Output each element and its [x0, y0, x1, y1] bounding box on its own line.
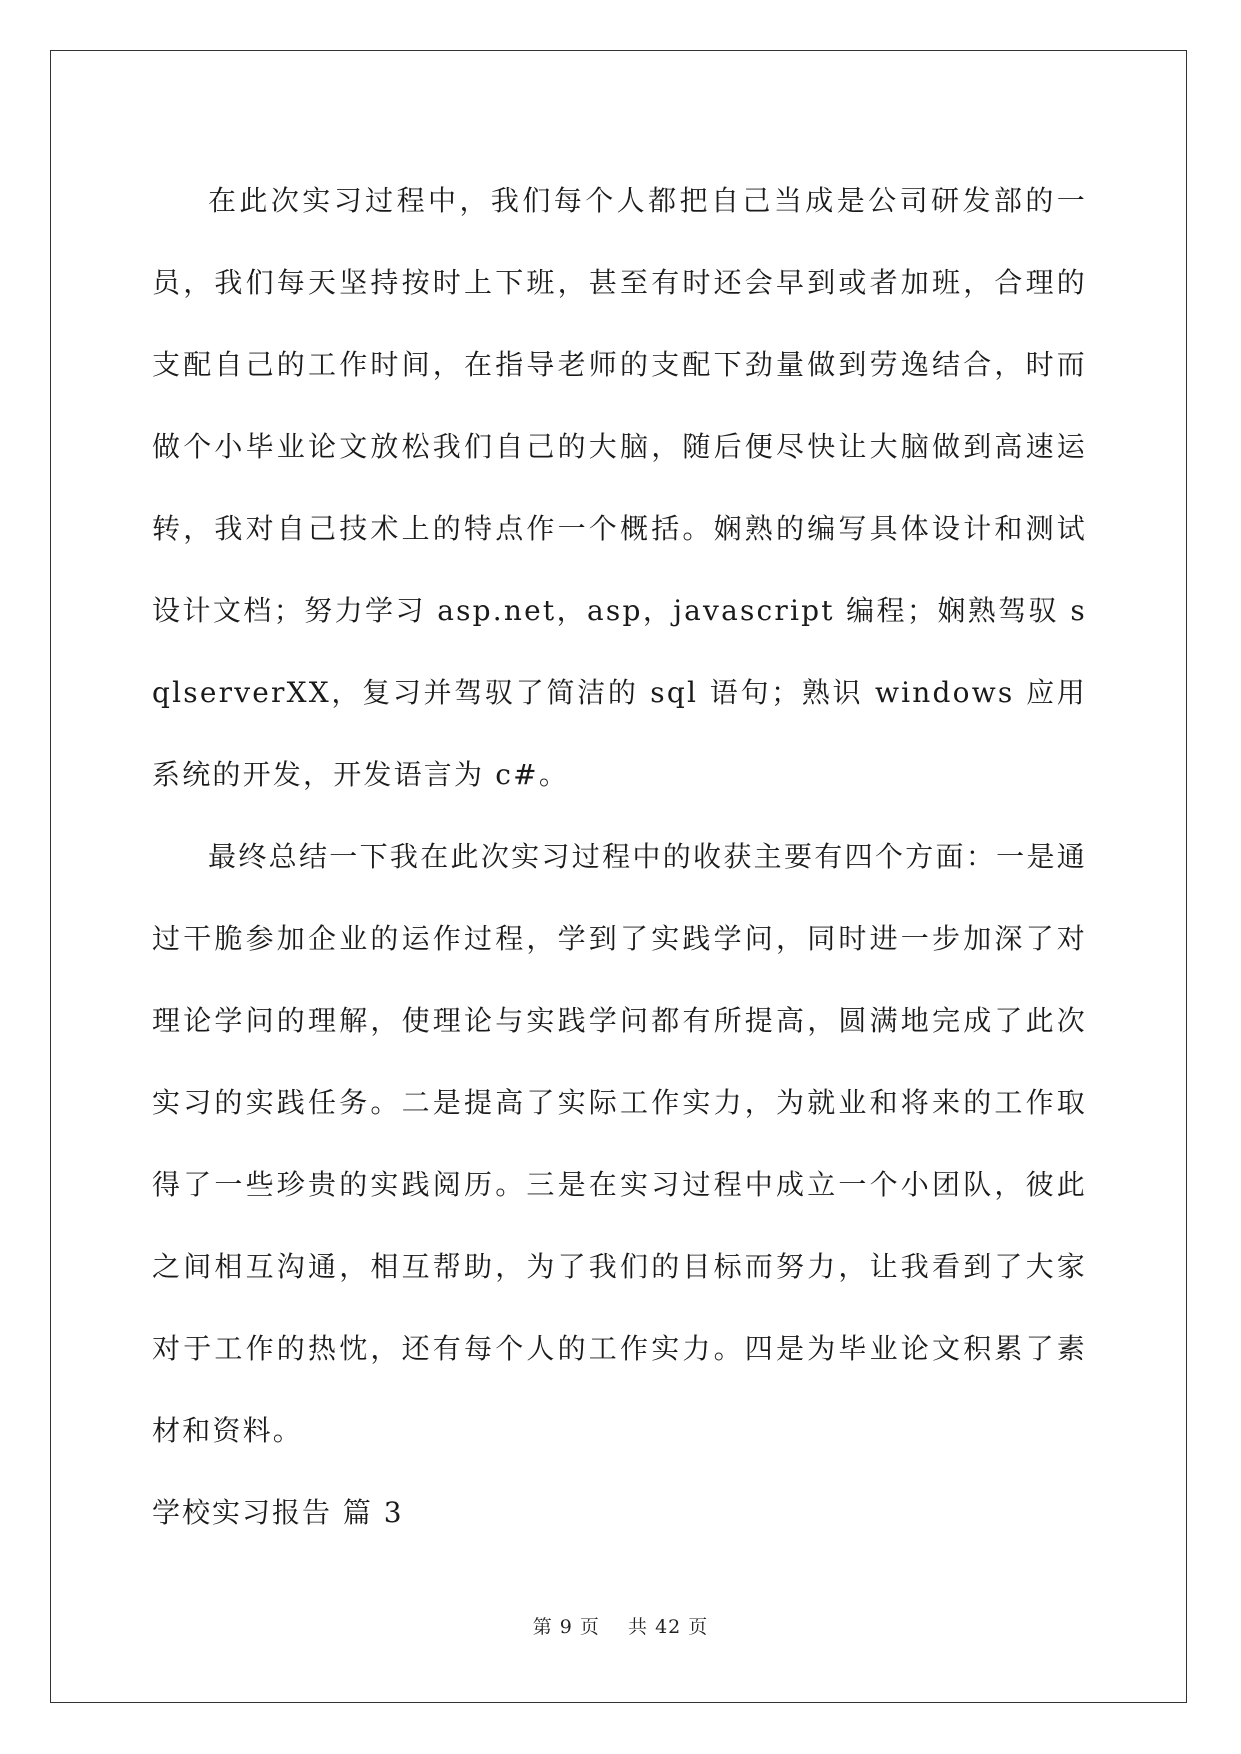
paragraph: 最终总结一下我在此次实习过程中的收获主要有四个方面：一是通过干脆参加企业的运作过程，学到了实践学问，同时进一步加深了对理论学问的理解，使理论与实践学问都有所提高，圆满地完成了此次实习的实践任务。二是提高了实际工作实力，为就业和将来的工作取得了一些珍贵的实践阅历。三是在实习过程中成立一个小团队，彼此之间相互沟通，相互帮助，为了我们的目标而努力，让我看到了大家对于工作的热忱，还有每个人的工作实力。四是为毕业论文积累了素材和资料。 — [152, 840, 1087, 1447]
page-footer — [0, 1612, 1241, 1639]
page-number-label: 第 9 页 共 42 页 — [532, 1616, 709, 1638]
document-body — [152, 160, 1087, 1554]
paragraph: 在此次实习过程中，我们每个人都把自己当成是公司研发部的一员，我们每天坚持按时上下班，甚至有时还会早到或者加班，合理的支配自己的工作时间，在指导老师的支配下劲量做到劳逸结合，时而做个小毕业论文放松我们自己的大脑，随后便尽快让大脑做到高速运转，我对自己技术上的特点作一个概括。娴熟的编写具体设计和测试设计文档；努力学习 asp.net，asp，javascript 编程；娴熟驾驭 sqlserverXX，复习并驾驭了简洁的 sql 语句；熟识 windows 应用系统的开发，开发语言为 c#。 — [152, 184, 1087, 791]
section-heading: 学校实习报告 篇 3 — [152, 1496, 404, 1529]
